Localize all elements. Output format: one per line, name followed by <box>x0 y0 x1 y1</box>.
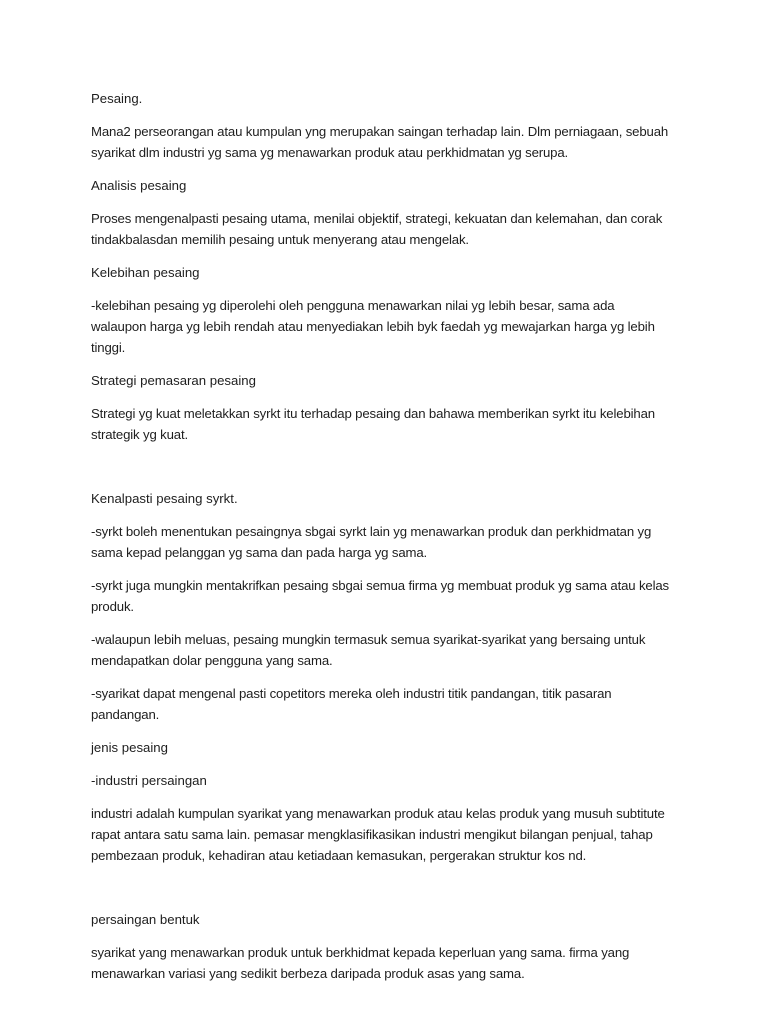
section-heading: Kelebihan pesaing <box>91 265 200 280</box>
section-heading: Strategi pemasaran pesaing <box>91 373 256 388</box>
paragraph: -syarikat dapat mengenal pasti copetitors mereka oleh industri titik pandangan, titik pasaran pandangan. <box>91 686 612 722</box>
paragraph: Strategi yg kuat meletakkan syrkt itu terhadap pesaing dan bahawa memberikan syrkt itu kelebihan strategik yg kuat. <box>91 406 655 442</box>
paragraph: Proses mengenalpasti pesaing utama, menilai objektif, strategi, kekuatan dan kelemahan, dan corak tindakbalasdan memilih pesaing untuk menyerang atau mengelak. <box>91 211 663 247</box>
paragraph: -kelebihan pesaing yg diperolehi oleh pengguna menawarkan nilai yg lebih besar, sama ada walaupon harga yg lebih rendah atau menyediakan lebih byk faedah yg mewajarkan harga yg lebih tinggi. <box>91 298 655 355</box>
section-heading: Kenalpasti pesaing syrkt. <box>91 491 238 506</box>
paragraph: syarikat yang menawarkan produk untuk berkhidmat kepada keperluan yang sama. firma yang menawarkan variasi yang sedikit berbeza daripada produk asas yang sama. <box>91 945 630 981</box>
section-heading: jenis pesaing <box>91 740 168 755</box>
paragraph: -syrkt boleh menentukan pesaingnya sbgai syrkt lain yg menawarkan produk dan perkhidmatan yg sama kepad pelanggan yg sama dan pada harga yg sama. <box>91 524 652 560</box>
paragraph: industri adalah kumpulan syarikat yang menawarkan produk atau kelas produk yang musuh subtitute rapat antara satu sama lain. pemasar mengklasifikasikan industri mengikut bilangan penjual, tahap pembezaan produk, kehadiran atau ketiadaan kemasukan, pergerakan struktur kos nd. <box>91 806 665 863</box>
document-body <box>91 88 681 996</box>
section-heading: -industri persaingan <box>91 773 207 788</box>
blank-line <box>91 878 681 909</box>
paragraph: Mana2 perseorangan atau kumpulan yng merupakan saingan terhadap lain. Dlm perniagaan, sebuah syarikat dlm industri yg sama yg menawarkan produk atau perkhidmatan yg serupa. <box>91 124 669 160</box>
paragraph: -syrkt juga mungkin mentakrifkan pesaing sbgai semua firma yg membuat produk yg sama atau kelas produk. <box>91 578 670 614</box>
blank-line <box>91 457 681 488</box>
section-heading: Pesaing. <box>91 91 143 106</box>
paragraph: -walaupun lebih meluas, pesaing mungkin termasuk semua syarikat-syarikat yang bersaing untuk mendapatkan dolar pengguna yang sama. <box>91 632 646 668</box>
section-heading: Analisis pesaing <box>91 178 187 193</box>
section-heading: persaingan bentuk <box>91 912 200 927</box>
